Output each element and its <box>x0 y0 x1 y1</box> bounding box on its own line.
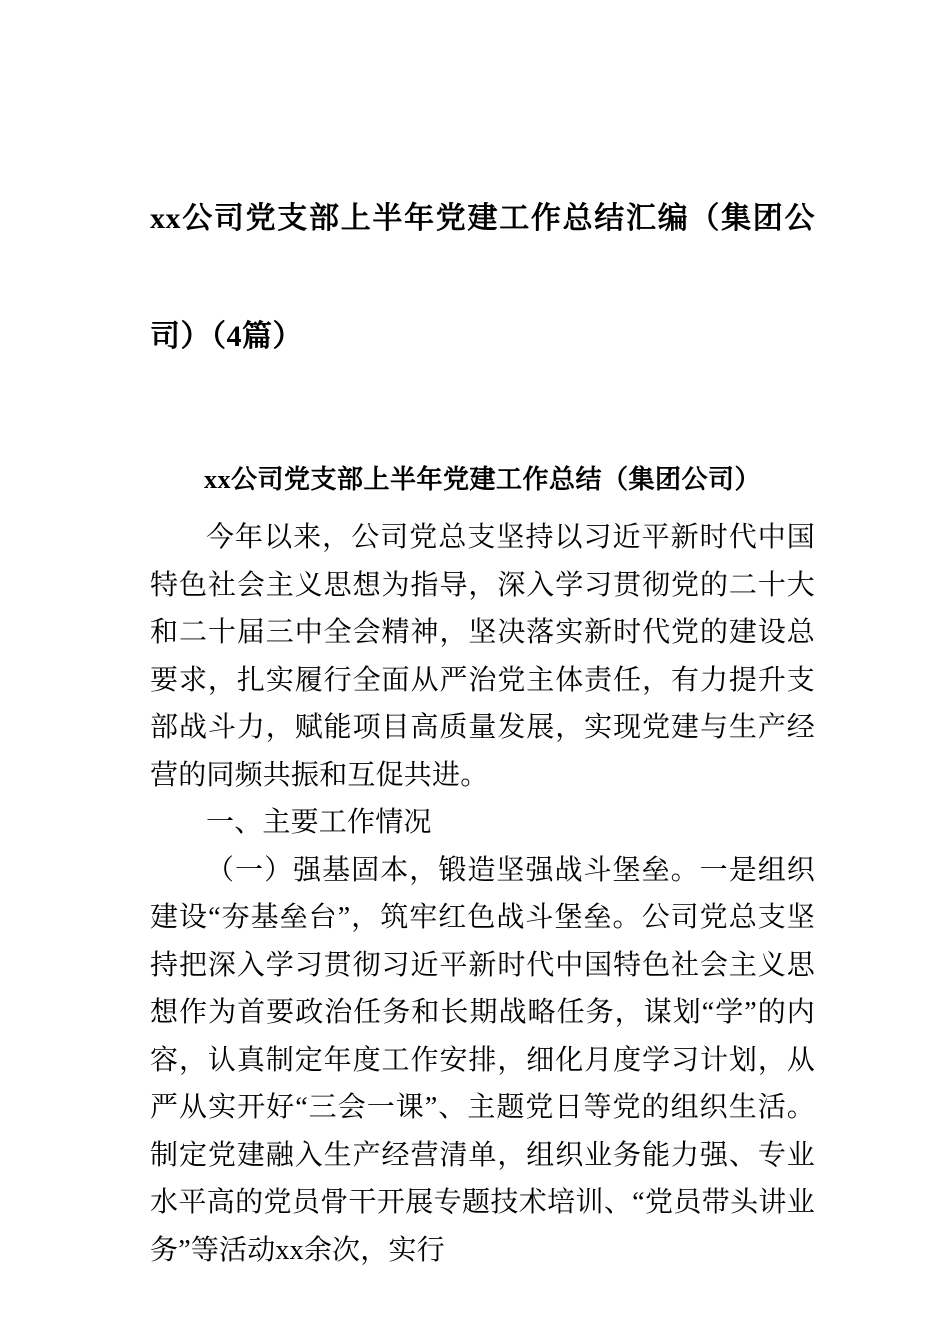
paragraph-intro: 今年以来，公司党总支坚持以习近平新时代中国特色社会主义思想为指导，深入学习贯彻党的二十大和二十届三中全会精神，坚决落实新时代党的建设总要求，扎实履行全面从严治党主体责任，有力提升支部战斗力，赋能项目高质量发展，实现党建与生产经营的同频共振和互促共进。 <box>150 522 815 791</box>
paragraph-subsection-one: （一）强基固本，锻造坚强战斗堡垒。一是组织建设“夯基垒台”，筑牢红色战斗堡垒。公司党总支坚持把深入学习贯彻习近平新时代中国特色社会主义思想作为首要政治任务和长期战略任务，谋划“学”的内容，认真制定年度工作安排，细化月度学习计划，从严从实开好“三会一课”、主题党日等党的组织生活。制定党建融入生产经营清单，组织业务能力强、专业水平高的党员骨干开展专题技术培训、“党员带头讲业务”等活动xx余次，实行 <box>150 854 815 1266</box>
article-title: xx公司党支部上半年党建工作总结（集团公司） <box>203 465 761 494</box>
document-main-title: xx公司党支部上半年党建工作总结汇编（集团公司）（4篇） <box>150 202 815 353</box>
page-content <box>150 0 815 1274</box>
section-heading-one: 一、主要工作情况 <box>206 807 432 838</box>
